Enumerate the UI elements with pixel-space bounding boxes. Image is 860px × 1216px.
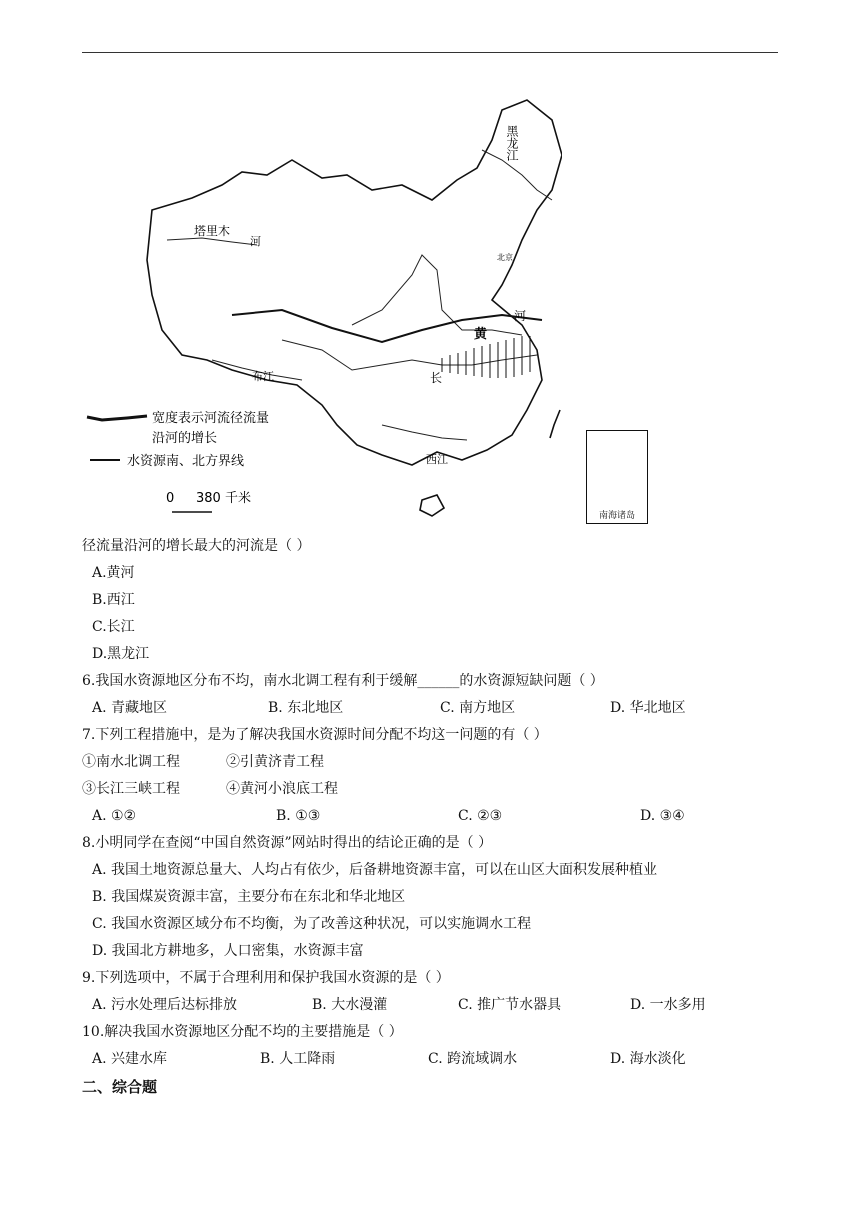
q8-stem: 8.小明同学在查阅“中国自然资源”网站时得出的结论正确的是（ ）: [82, 835, 493, 851]
q7-stem: 7.下列工程措施中，是为了解决我国水资源时间分配不均这一问题的有（ ）: [82, 727, 548, 743]
legend-flow-line1: 宽度表示河流径流量: [152, 411, 270, 426]
q7-item-1: ①南水北调工程: [82, 754, 180, 770]
taiwan-island: [550, 410, 560, 438]
q7-option-b[interactable]: B. ①③: [276, 808, 321, 824]
scale-value: 380 千米: [196, 491, 251, 506]
xijiang-river: [382, 425, 467, 440]
q8-option-b[interactable]: B. 我国煤炭资源丰富，主要分布在东北和华北地区: [92, 889, 406, 905]
q7-option-d[interactable]: D. ③④: [640, 808, 685, 824]
scale-zero: 0: [166, 491, 175, 506]
q7-item-4: ④黄河小浪底工程: [226, 781, 338, 797]
label-yellow-suffix: 河: [514, 309, 527, 323]
q9-option-a[interactable]: A. 污水处理后达标排放: [92, 997, 238, 1013]
header-rule: [82, 52, 778, 53]
legend-flow-line2: 沿河的增长: [152, 431, 218, 446]
q6-option-d[interactable]: D. 华北地区: [610, 700, 686, 716]
label-yellow: 黄: [474, 327, 488, 342]
label-tarim: 塔里木: [194, 224, 231, 238]
q5-stem: 径流量沿河的增长最大的河流是（ ）: [82, 538, 311, 554]
q9-option-c[interactable]: C. 推广节水器具: [458, 997, 562, 1013]
q7-item-3: ③长江三峡工程: [82, 781, 180, 797]
q6-stem: 6.我国水资源地区分布不均，南水北调工程有利于缓解______的水资源短缺问题（ ）: [82, 673, 604, 689]
q5-option-b[interactable]: B.西江: [92, 592, 135, 608]
q7-option-c[interactable]: C. ②③: [458, 808, 503, 824]
q6-option-a[interactable]: A. 青藏地区: [92, 700, 168, 716]
label-xijiang: 西江: [426, 453, 448, 466]
q7-option-a[interactable]: A. ①②: [92, 808, 137, 824]
label-tarim-suffix: 河: [250, 235, 261, 248]
label-yangtze: 长: [430, 371, 443, 385]
inset-box: [586, 430, 648, 524]
q6-option-b[interactable]: B. 东北地区: [268, 700, 344, 716]
legend-boundary: 水资源南、北方界线: [127, 454, 245, 469]
label-yarlung: 布江: [252, 370, 274, 383]
q10-option-d[interactable]: D. 海水淡化: [610, 1051, 686, 1067]
q9-option-b[interactable]: B. 大水漫灌: [312, 997, 388, 1013]
q10-stem: 10.解决我国水资源地区分配不均的主要措施是（ ）: [82, 1024, 403, 1040]
label-beijing: 北京: [497, 253, 513, 262]
yangtze-river: [282, 340, 537, 370]
q10-option-b[interactable]: B. 人工降雨: [260, 1051, 336, 1067]
q10-option-c[interactable]: C. 跨流域调水: [428, 1051, 518, 1067]
q9-option-d[interactable]: D. 一水多用: [630, 997, 706, 1013]
label-heilongjiang: 黑龙江: [505, 125, 519, 161]
q7-item-2: ②引黄济青工程: [226, 754, 324, 770]
tarim-river: [167, 238, 257, 245]
section-title: 二、综合题: [82, 1078, 158, 1096]
q5-option-d[interactable]: D.黑龙江: [92, 646, 150, 662]
q9-stem: 9.下列选项中，不属于合理利用和保护我国水资源的是（ ）: [82, 970, 450, 986]
q8-option-d[interactable]: D. 我国北方耕地多，人口密集，水资源丰富: [92, 943, 364, 959]
yellow-river: [352, 255, 522, 335]
inset-label: 南海诸岛: [598, 511, 635, 521]
north-south-boundary: [232, 310, 542, 342]
q6-option-c[interactable]: C. 南方地区: [440, 700, 516, 716]
q8-option-c[interactable]: C. 我国水资源区域分布不均衡，为了改善这种状况，可以实施调水工程: [92, 916, 532, 932]
q5-option-c[interactable]: C.长江: [92, 619, 135, 635]
q8-option-a[interactable]: A. 我国土地资源总量大、人均占有依少，后备耕地资源丰富，可以在山区大面积发展种植业: [92, 862, 658, 878]
q5-option-a[interactable]: A.黄河: [92, 565, 135, 581]
q10-option-a[interactable]: A. 兴建水库: [92, 1051, 168, 1067]
china-river-map: [82, 80, 562, 525]
map-legend: [87, 410, 269, 512]
hainan-island: [420, 495, 444, 516]
